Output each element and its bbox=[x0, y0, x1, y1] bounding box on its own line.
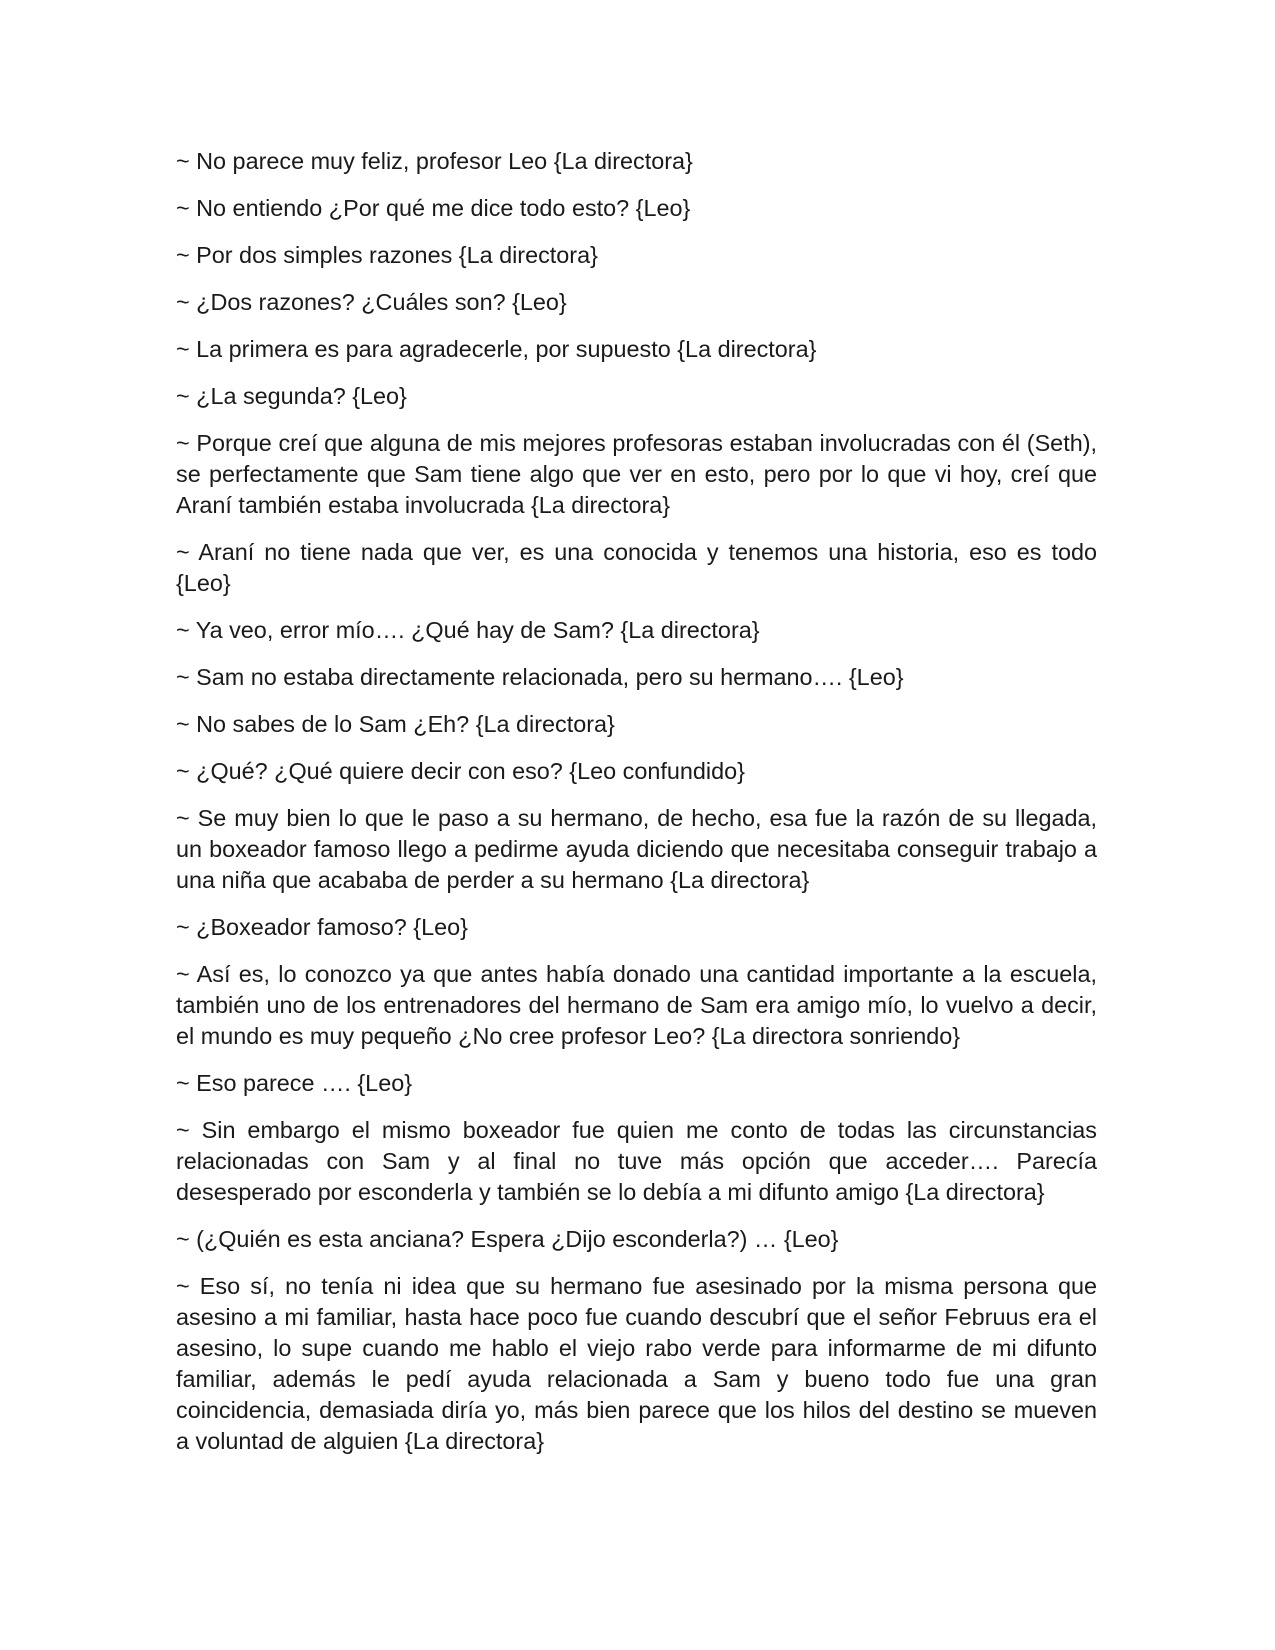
dialogue-line: ~ La primera es para agradecerle, por supuesto {La directora} bbox=[176, 336, 817, 362]
dialogue-line: ~ Eso sí, no tenía ni idea que su hermano fue asesinado por la misma persona que asesino a mi familiar, hasta hace poco fue cuando descubrí que el señor Februus era el asesino, lo supe cuando me hablo el viejo rabo verde para informarme de mi difunto familiar, además le pedí ayuda relacionada a Sam y bueno todo fue una gran coincidencia, demasiada diría yo, más bien parece que los hilos del destino se mueven a voluntad de alguien {La directora} bbox=[176, 1273, 1097, 1454]
dialogue-line: ~ Sin embargo el mismo boxeador fue quien me conto de todas las circunstancias relacionadas con Sam y al final no tuve más opción que acceder…. Parecía desesperado por esconderla y también se lo debía a mi difunto amigo {La directora} bbox=[176, 1117, 1097, 1205]
dialogue-line: ~ No parece muy feliz, profesor Leo {La directora} bbox=[176, 148, 693, 174]
dialogue-line: ~ ¿La segunda? {Leo} bbox=[176, 383, 407, 409]
dialogue-line: ~ Sam no estaba directamente relacionada, pero su hermano…. {Leo} bbox=[176, 664, 904, 690]
dialogue-line: ~ Eso parece …. {Leo} bbox=[176, 1070, 413, 1096]
dialogue-line: ~ No sabes de lo Sam ¿Eh? {La directora} bbox=[176, 711, 615, 737]
dialogue-line: ~ ¿Dos razones? ¿Cuáles son? {Leo} bbox=[176, 289, 567, 315]
dialogue-line: ~ ¿Qué? ¿Qué quiere decir con eso? {Leo confundido} bbox=[176, 758, 745, 784]
dialogue-line: ~ Se muy bien lo que le paso a su hermano, de hecho, esa fue la razón de su llegada, un boxeador famoso llego a pedirme ayuda diciendo que necesitaba conseguir trabajo a una niña que acababa de perder a su hermano {La directora} bbox=[176, 805, 1097, 893]
dialogue-line: ~ No entiendo ¿Por qué me dice todo esto? {Leo} bbox=[176, 195, 691, 221]
dialogue-line: ~ Porque creí que alguna de mis mejores profesoras estaban involucradas con él (Seth), se perfectamente que Sam tiene algo que ver en esto, pero por lo que vi hoy, creí que Araní también estaba involucrada {La directora} bbox=[176, 430, 1097, 518]
dialogue-line: ~ Por dos simples razones {La directora} bbox=[176, 242, 598, 268]
dialogue-line: ~ Así es, lo conozco ya que antes había donado una cantidad importante a la escuela, también uno de los entrenadores del hermano de Sam era amigo mío, lo vuelvo a decir, el mundo es muy pequeño ¿No cree profesor Leo? {La directora sonriendo} bbox=[176, 961, 1097, 1049]
dialogue-line: ~ Araní no tiene nada que ver, es una conocida y tenemos una historia, eso es todo {Leo} bbox=[176, 539, 1097, 596]
dialogue-line: ~ Ya veo, error mío…. ¿Qué hay de Sam? {La directora} bbox=[176, 617, 760, 643]
dialogue-line: ~ (¿Quién es esta anciana? Espera ¿Dijo esconderla?) … {Leo} bbox=[176, 1226, 839, 1252]
dialogue-line: ~ ¿Boxeador famoso? {Leo} bbox=[176, 914, 468, 940]
dialogue-text bbox=[176, 146, 1097, 1457]
